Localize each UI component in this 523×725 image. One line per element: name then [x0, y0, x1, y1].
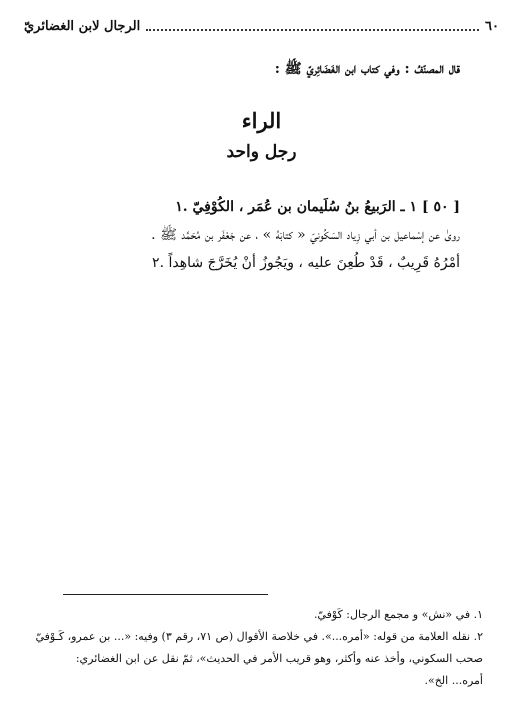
section-subtitle: رجل واحد: [226, 142, 297, 162]
section-title: الراء: [241, 108, 282, 133]
entry-heading: [ ٥٠ ] ١ ـ الرَبيعُ بنُ سُلَيمان بن عُمَر ، الكُوْفِيّ .١: [175, 199, 460, 215]
running-title: الرجال لابن الغضائريّ: [24, 18, 141, 34]
page-header: [24, 16, 499, 36]
footnote-1: ١. في «نش» و مجمع الرجال: كَوْفيّ.: [313, 608, 483, 621]
footnote-2-continued: صحب السكوني، وأخذ عنه وأكثر، وهو قريب الأمر في الحديث»، ثمّ نقل عن ابن الغضائري:: [75, 652, 483, 665]
entry-body-line: روىٰ عن إسْماعيل بن أبي زِياد السَكُونيّ « كتابَهُ » ، عن جَعْفَر بن مُحَمَّد ﷺ .: [151, 227, 460, 243]
footnotes-block: [32, 604, 483, 692]
page-number: ٦٠: [485, 18, 499, 34]
intro-line: قال المصنّفُ : وفي كتاب ابن الغَضَائِريّ ﷺ :: [274, 61, 460, 77]
footnote-separator: [63, 594, 268, 595]
entry-block: [40, 193, 460, 277]
header-dotted-leader: [146, 29, 479, 31]
entry-body-line: أمْرُهُ قَرِيبٌ ، قَدْ طُعِنَ عليه ، ويَجُوزُ أنْ يُخَرَّجَ شاهِداً .٢: [152, 255, 460, 271]
footnote-2: ٢. نقله العلامة من قوله: «أمره...». في خلاصة الأقوال (ص ٧١، رقم ٣) وفيه: «... بن عمرو، كَـوْفيّ: [35, 630, 483, 643]
footnote-2-continued: أمره... الخ».: [424, 674, 483, 687]
